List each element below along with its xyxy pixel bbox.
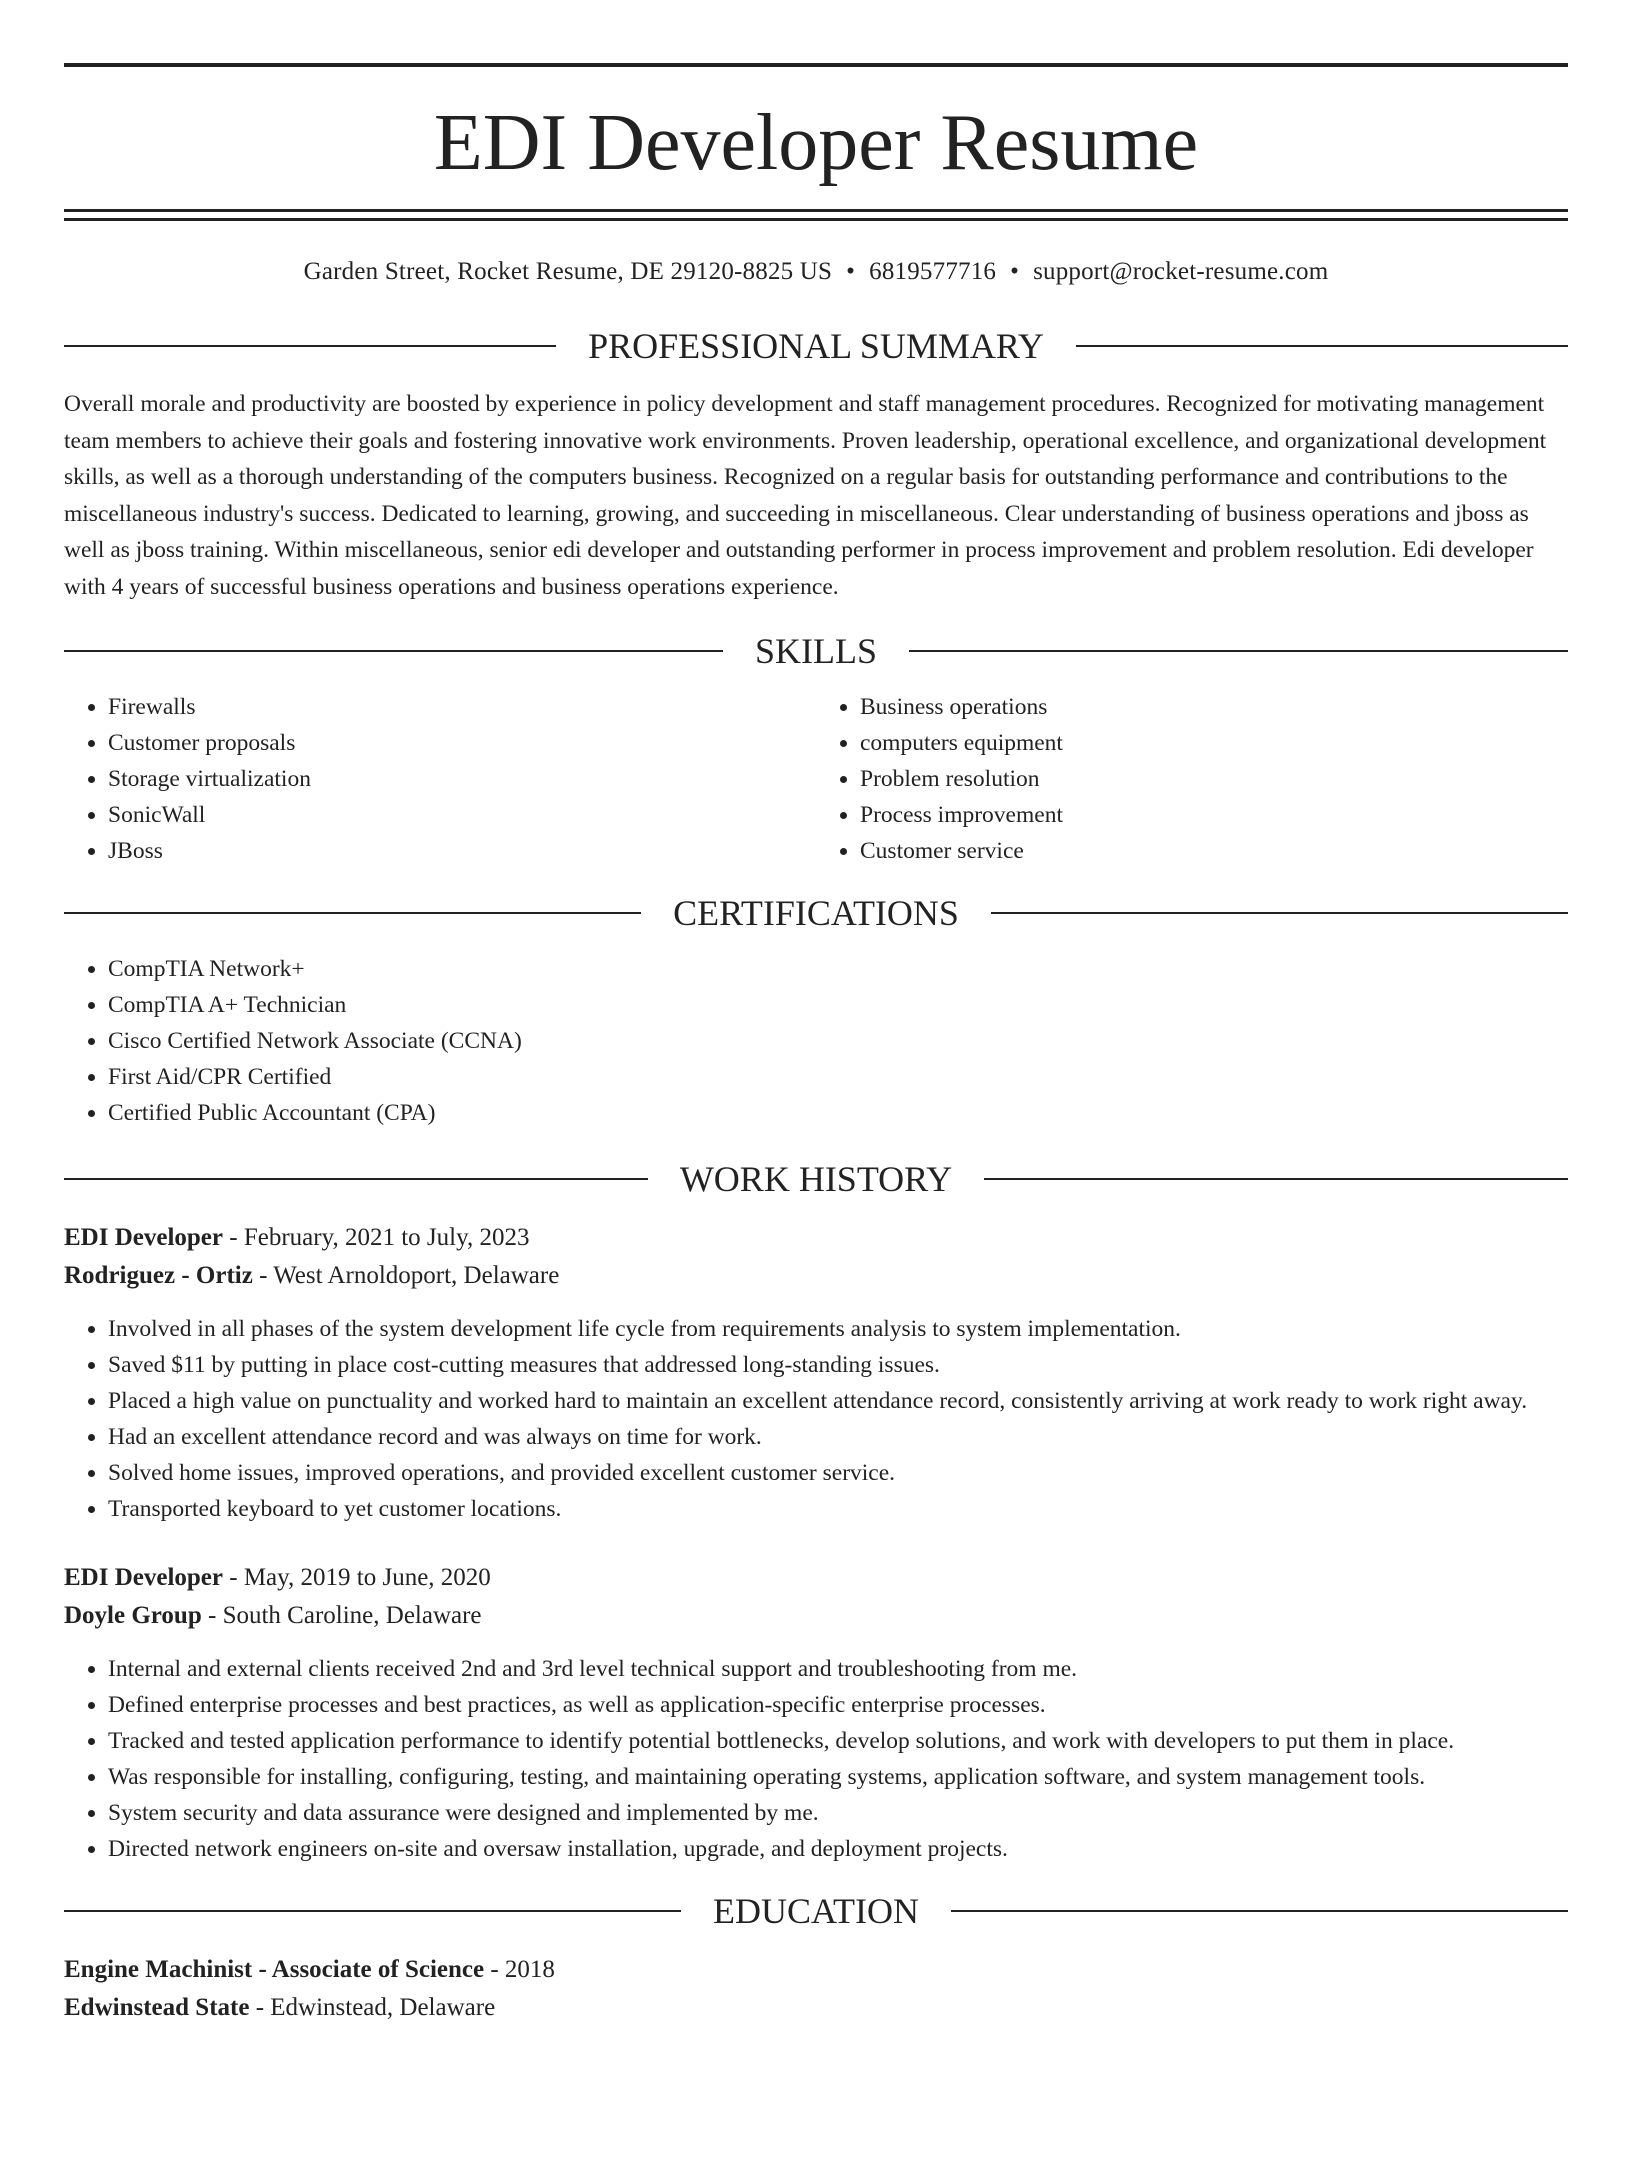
education-entry bbox=[64, 1951, 1568, 2027]
heading-rule bbox=[951, 1910, 1568, 1912]
job-company: Rodriguez - Ortiz bbox=[64, 1262, 253, 1289]
education-school-line bbox=[64, 1989, 1568, 2027]
section-heading-certifications bbox=[64, 891, 1568, 935]
job-entry bbox=[64, 1219, 1568, 1527]
job-bullet: • Directed network engineers on-site and oversaw installation, upgrade, and deployment projects. bbox=[108, 1831, 1568, 1867]
heading-rule bbox=[64, 1178, 648, 1180]
resume-page bbox=[0, 63, 1632, 2175]
skill-item: • computers equipment bbox=[860, 725, 1568, 761]
heading-rule bbox=[64, 912, 641, 914]
job-bullets bbox=[64, 1311, 1568, 1527]
job-bullets bbox=[64, 1651, 1568, 1867]
certification-item: • Certified Public Accountant (CPA) bbox=[108, 1095, 1568, 1131]
section-heading-skills bbox=[64, 629, 1568, 673]
heading-rule bbox=[991, 912, 1568, 914]
job-bullet: • Internal and external clients received 2nd and 3rd level technical support and troubleshooting from me. bbox=[108, 1651, 1568, 1687]
contact-separator: • bbox=[1010, 258, 1020, 285]
skills-column-right bbox=[816, 689, 1568, 869]
job-bullet: • Solved home issues, improved operations, and provided excellent customer service. bbox=[108, 1455, 1568, 1491]
heading-rule bbox=[64, 345, 556, 347]
education-year: - 2018 bbox=[484, 1956, 555, 1983]
section-title: EDUCATION bbox=[713, 1891, 919, 1931]
contact-line bbox=[64, 254, 1568, 290]
heading-rule bbox=[984, 1178, 1568, 1180]
certification-item: • CompTIA Network+ bbox=[108, 951, 1568, 987]
job-bullet: • Transported keyboard to yet customer locations. bbox=[108, 1491, 1568, 1527]
job-title-line bbox=[64, 1219, 1568, 1257]
skill-item: • SonicWall bbox=[108, 797, 816, 833]
job-title-line bbox=[64, 1559, 1568, 1597]
education-degree-line bbox=[64, 1951, 1568, 1989]
section-heading-work-history bbox=[64, 1157, 1568, 1201]
resume-title: EDI Developer Resume bbox=[433, 99, 1199, 187]
skill-item: • Problem resolution bbox=[860, 761, 1568, 797]
contact-phone: 6819577716 bbox=[869, 258, 997, 285]
skill-item: • Business operations bbox=[860, 689, 1568, 725]
section-title: CERTIFICATIONS bbox=[673, 893, 959, 933]
job-location: - West Arnoldoport, Delaware bbox=[252, 1262, 560, 1289]
contact-email: support@rocket-resume.com bbox=[1033, 258, 1329, 285]
education-school: Edwinstead State bbox=[64, 1994, 250, 2021]
certifications-list bbox=[64, 951, 1568, 1131]
skill-item: • Customer proposals bbox=[108, 725, 816, 761]
job-title: EDI Developer bbox=[64, 1224, 223, 1251]
job-location: - South Caroline, Delaware bbox=[201, 1602, 482, 1629]
job-bullet: • Involved in all phases of the system development life cycle from requirements analysis to system implementation. bbox=[108, 1311, 1568, 1347]
job-bullet: • Placed a high value on punctuality and worked hard to maintain an excellent attendance record, consistently arriving at work ready to work right away. bbox=[108, 1383, 1568, 1419]
skills-list bbox=[64, 689, 1568, 869]
section-title: WORK HISTORY bbox=[679, 1159, 953, 1199]
job-dates: - February, 2021 to July, 2023 bbox=[223, 1224, 530, 1251]
job-bullet: • Tracked and tested application performance to identify potential bottlenecks, develop solutions, and work with developers to put them in place. bbox=[108, 1723, 1568, 1759]
job-dates: - May, 2019 to June, 2020 bbox=[223, 1564, 491, 1591]
section-title: SKILLS bbox=[755, 631, 878, 671]
skill-item: • Storage virtualization bbox=[108, 761, 816, 797]
education-degree: Engine Machinist - Associate of Science bbox=[64, 1956, 485, 1983]
education-location: - Edwinstead, Delaware bbox=[249, 1994, 496, 2021]
skill-item: • JBoss bbox=[108, 833, 816, 869]
job-bullet: • System security and data assurance were designed and implemented by me. bbox=[108, 1795, 1568, 1831]
job-bullet: • Defined enterprise processes and best practices, as well as application-specific enterprise processes. bbox=[108, 1687, 1568, 1723]
heading-rule bbox=[64, 1910, 681, 1912]
job-company: Doyle Group bbox=[64, 1602, 202, 1629]
job-entry bbox=[64, 1559, 1568, 1867]
job-bullet: • Saved $11 by putting in place cost-cutting measures that addressed long-standing issues. bbox=[108, 1347, 1568, 1383]
skills-column-left bbox=[64, 689, 816, 869]
skill-item: • Firewalls bbox=[108, 689, 816, 725]
certification-item: • First Aid/CPR Certified bbox=[108, 1059, 1568, 1095]
contact-separator: • bbox=[846, 258, 856, 285]
skill-item: • Process improvement bbox=[860, 797, 1568, 833]
heading-rule bbox=[909, 650, 1568, 652]
title-double-rule bbox=[64, 209, 1568, 221]
job-bullet: • Was responsible for installing, configuring, testing, and maintaining operating systems, application software, and system management tools. bbox=[108, 1759, 1568, 1795]
job-bullet: • Had an excellent attendance record and was always on time for work. bbox=[108, 1419, 1568, 1455]
job-title: EDI Developer bbox=[64, 1564, 223, 1591]
skill-item: • Customer service bbox=[860, 833, 1568, 869]
section-title: PROFESSIONAL SUMMARY bbox=[588, 326, 1044, 366]
section-heading-education bbox=[64, 1889, 1568, 1933]
job-company-line bbox=[64, 1597, 1568, 1635]
contact-address: Garden Street, Rocket Resume, DE 29120-8825 US bbox=[303, 258, 833, 285]
job-company-line bbox=[64, 1257, 1568, 1295]
summary-text: Overall morale and productivity are boosted by experience in policy development and staff management procedures. Recognized for motivating management team members to achieve their goals and fostering innovative work environments. Proven leadership, operational excellence, and organizational development skills, as well as a thorough understanding of the computers business. Recognized on a regular basis for outstanding performance and contributions to the miscellaneous industry's success. Dedicated to learning, growing, and succeeding in miscellaneous. Clear understanding of business operations and jboss as well as jboss training. Within miscellaneous, senior edi developer and outstanding performer in process improvement and problem resolution. Edi developer with 4 years of successful business operations and business operations experience. bbox=[64, 391, 1547, 600]
certification-item: • CompTIA A+ Technician bbox=[108, 987, 1568, 1023]
heading-rule bbox=[64, 650, 723, 652]
section-heading-summary bbox=[64, 324, 1568, 368]
top-rule bbox=[64, 63, 1568, 67]
heading-rule bbox=[1076, 345, 1568, 347]
certification-item: • Cisco Certified Network Associate (CCNA) bbox=[108, 1023, 1568, 1059]
